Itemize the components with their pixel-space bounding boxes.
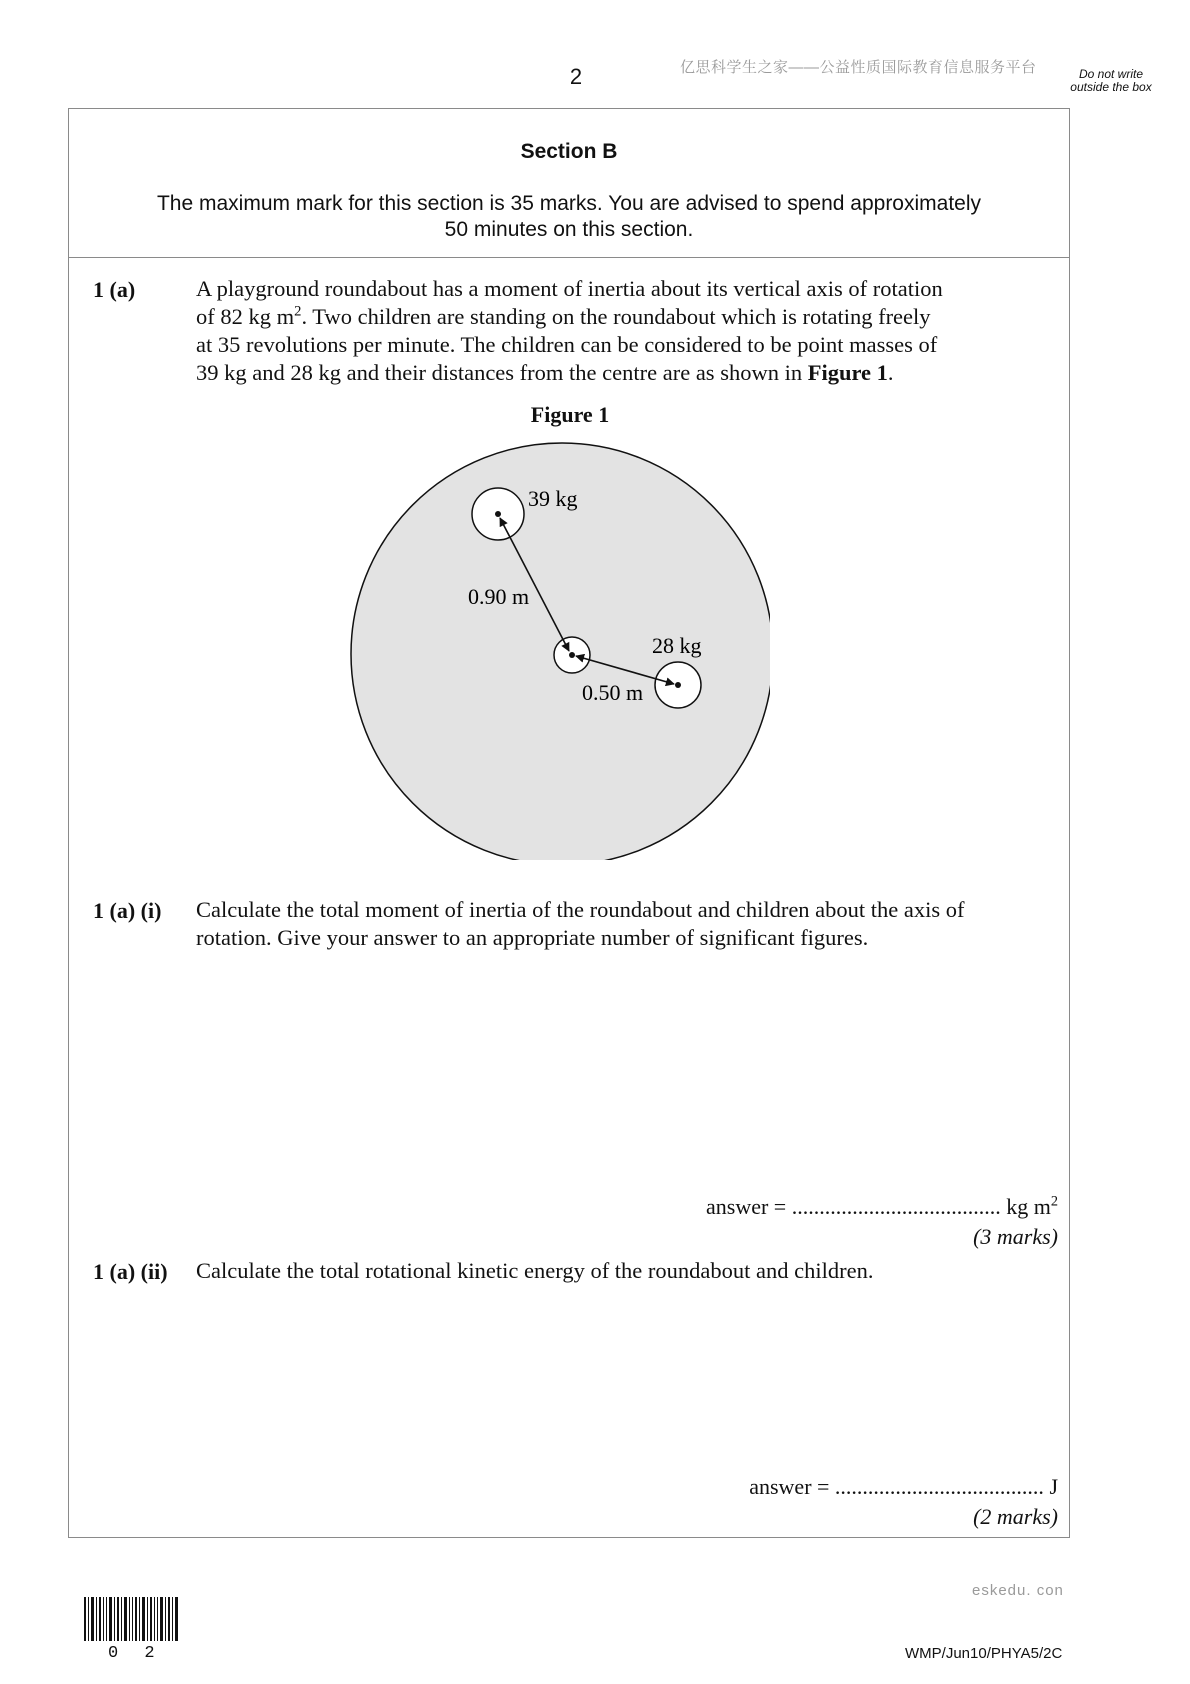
section-title: Section B xyxy=(520,140,618,163)
question-1a-line-2 xyxy=(196,303,1016,331)
question-1ai-answer-line[interactable] xyxy=(560,1194,1058,1220)
answer-1ai-prefix: answer = ...................................... xyxy=(706,1194,1001,1219)
question-1aii-text: Calculate the total rotational kinetic energy of the roundabout and children. xyxy=(196,1258,874,1283)
question-1ai-line-2: rotation. Give your answer to an appropriate number of significant figures. xyxy=(196,925,869,950)
question-1aii-marks: (2 marks) xyxy=(973,1504,1058,1529)
question-1ai-number: 1 (a) (i) xyxy=(93,898,162,923)
question-1a-unit-exponent: 2 xyxy=(294,303,302,320)
question-1a-line-4-start: 39 kg and 28 kg and their distances from the centre are as shown in xyxy=(196,360,808,385)
question-1aii-number: 1 (a) (ii) xyxy=(93,1259,168,1284)
question-1a-line-3: at 35 revolutions per minute. The children can be considered to be point masses of xyxy=(196,332,938,357)
answer-1ai-unit: kg m xyxy=(1006,1194,1051,1219)
question-1ai-marks: (3 marks) xyxy=(973,1224,1058,1249)
question-1a-value: of 82 kg m xyxy=(196,304,295,329)
child-39kg-dot xyxy=(495,511,501,517)
question-1a-text xyxy=(196,275,1016,387)
page-number: 2 xyxy=(569,64,583,89)
margin-note: Do not write outside the box xyxy=(1070,67,1152,94)
answer-1ai-unit-exponent: 2 xyxy=(1050,1193,1058,1210)
question-1a-line-4 xyxy=(196,359,1016,387)
distance-label-39kg: 0.90 m xyxy=(468,584,530,609)
question-1ai-text xyxy=(196,896,1046,952)
child-28kg-label: 28 kg xyxy=(652,633,702,658)
question-1a-line-2-rest: . Two children are standing on the roundabout which is rotating freely xyxy=(301,304,931,329)
section-header-divider xyxy=(68,257,1070,258)
paper-reference: WMP/Jun10/PHYA5/2C xyxy=(905,1645,1063,1662)
figure-title: Figure 1 xyxy=(530,402,610,427)
header-watermark: 亿思科学生之家——公益性质国际教育信息服务平台 xyxy=(680,59,1037,76)
figure-reference: Figure 1 xyxy=(807,360,888,385)
question-1a-line-1: A playground roundabout has a moment of inertia about its vertical axis of rotation xyxy=(196,276,943,301)
instructions-line-1: The maximum mark for this section is 35 marks. You are advised to spend approximately xyxy=(156,192,982,215)
answer-1aii-prefix: answer = ...................................... xyxy=(749,1474,1044,1499)
question-1ai-line-1: Calculate the total moment of inertia of the roundabout and children about the axis of xyxy=(196,897,965,922)
roundabout-diagram xyxy=(350,440,770,860)
question-1aii-answer-line[interactable] xyxy=(600,1474,1058,1500)
question-1a-line-4-end: . xyxy=(887,360,894,385)
question-1a-number: 1 (a) xyxy=(93,277,136,302)
section-instructions xyxy=(110,191,1028,243)
child-39kg-label: 39 kg xyxy=(528,486,578,511)
answer-1aii-unit: J xyxy=(1049,1474,1058,1499)
distance-label-28kg: 0.50 m xyxy=(582,680,644,705)
axis-centre-dot xyxy=(569,652,575,658)
barcode xyxy=(84,1597,180,1641)
footer-watermark: eskedu. con xyxy=(972,1582,1064,1599)
barcode-digits: 0 2 xyxy=(108,1644,163,1663)
child-28kg-dot xyxy=(675,682,681,688)
instructions-line-2: 50 minutes on this section. xyxy=(444,218,694,241)
